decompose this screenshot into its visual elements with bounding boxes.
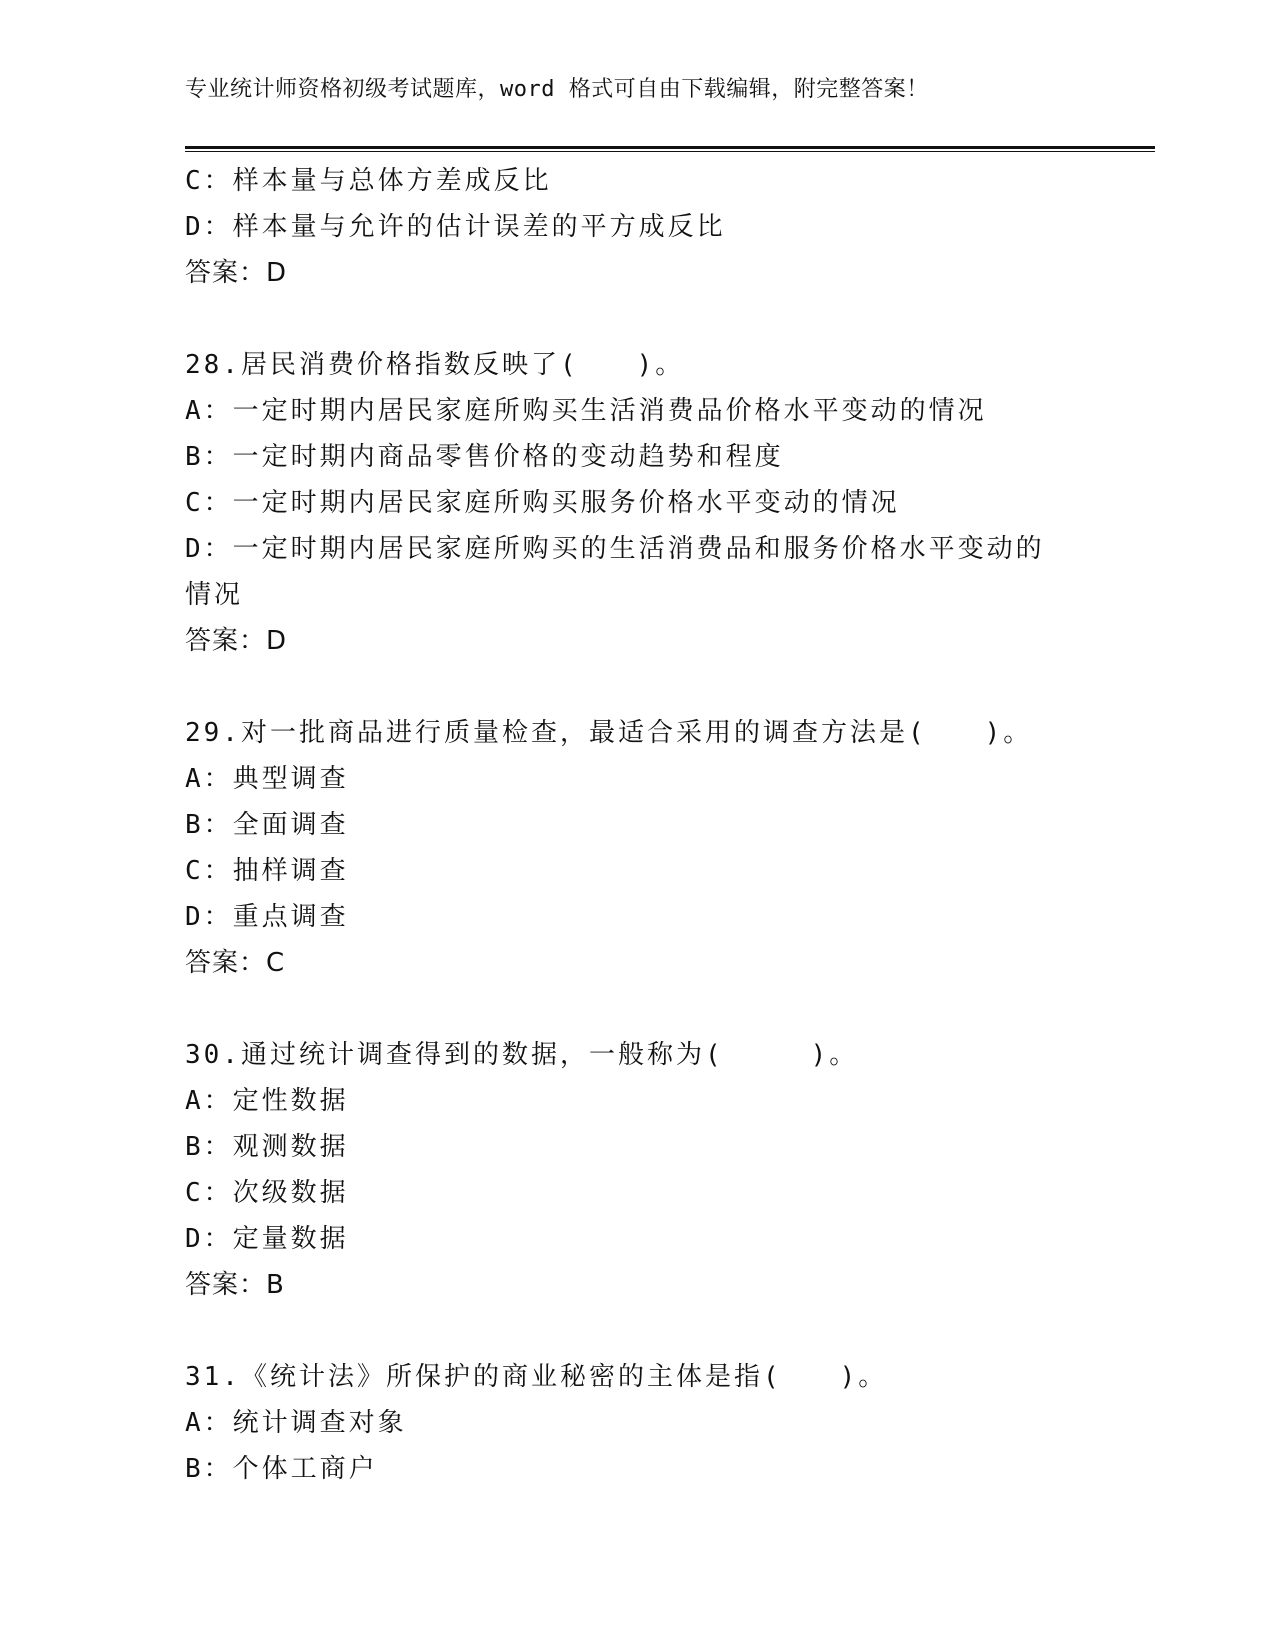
option-line: D：样本量与允许的估计误差的平方成反比 bbox=[185, 212, 726, 242]
header-rule-thick bbox=[185, 146, 1155, 149]
option-line: B：全面调查 bbox=[185, 810, 349, 840]
option-line: B：个体工商户 bbox=[185, 1454, 378, 1484]
option-line: A：定性数据 bbox=[185, 1086, 349, 1116]
option-line: C：一定时期内居民家庭所购买服务价格水平变动的情况 bbox=[185, 488, 900, 518]
answer-line: 答案：D bbox=[185, 626, 288, 656]
header-rule-thin bbox=[185, 151, 1155, 152]
option-line: B：观测数据 bbox=[185, 1132, 349, 1162]
option-line: A：统计调查对象 bbox=[185, 1408, 407, 1438]
option-line: A：一定时期内居民家庭所购买生活消费品价格水平变动的情况 bbox=[185, 396, 987, 426]
option-line: C：次级数据 bbox=[185, 1178, 349, 1208]
option-line: D：重点调查 bbox=[185, 902, 349, 932]
option-line: D：一定时期内居民家庭所购买的生活消费品和服务价格水平变动的情况 bbox=[185, 534, 1045, 610]
option-line: D：定量数据 bbox=[185, 1224, 349, 1254]
question-title: 29.对一批商品进行质量检查，最适合采用的调查方法是( )。 bbox=[185, 718, 1033, 748]
question-title: 31.《统计法》所保护的商业秘密的主体是指( )。 bbox=[185, 1362, 888, 1392]
option-line: C：抽样调查 bbox=[185, 856, 349, 886]
option-line: A：典型调查 bbox=[185, 764, 349, 794]
answer-line: 答案：C bbox=[185, 948, 286, 978]
question-title: 30.通过统计调查得到的数据，一般称为( )。 bbox=[185, 1040, 859, 1070]
question-list bbox=[185, 158, 1085, 1492]
option-line: B：一定时期内商品零售价格的变动趋势和程度 bbox=[185, 442, 784, 472]
page-header: 专业统计师资格初级考试题库，word 格式可自由下载编辑，附完整答案！ bbox=[185, 77, 929, 102]
answer-line: 答案：B bbox=[185, 1270, 285, 1300]
answer-line: 答案：D bbox=[185, 258, 288, 288]
option-line: C：样本量与总体方差成反比 bbox=[185, 166, 552, 196]
question-title: 28.居民消费价格指数反映了( )。 bbox=[185, 350, 685, 380]
